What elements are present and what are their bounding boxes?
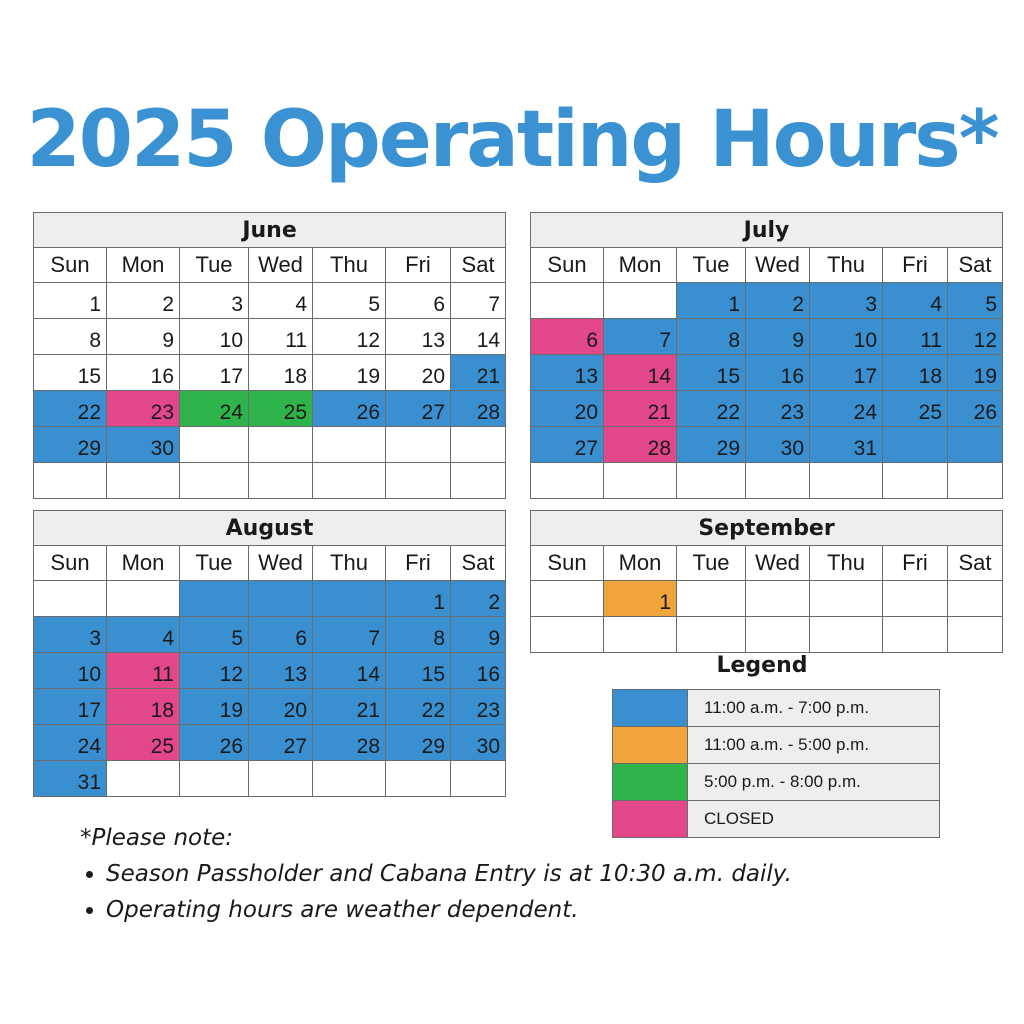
calendar-empty-cell <box>948 581 1003 617</box>
weekday-header: Sun <box>34 546 107 581</box>
calendar-day: 22 <box>34 391 107 427</box>
calendar-empty-cell <box>531 283 604 319</box>
weekday-header: Tue <box>180 546 249 581</box>
calendar-day: 10 <box>34 653 107 689</box>
weekday-header: Wed <box>249 546 313 581</box>
calendar-empty-cell <box>883 617 948 653</box>
calendar-day: 31 <box>810 427 883 463</box>
note-item: • Operating hours are weather dependent. <box>106 892 792 928</box>
notes <box>80 820 792 928</box>
calendar-day: 14 <box>451 319 506 355</box>
calendar-day: 13 <box>249 653 313 689</box>
calendar-empty-cell <box>107 581 180 617</box>
weekday-header: Fri <box>883 248 948 283</box>
calendar-empty-cell <box>883 427 948 463</box>
calendar-day: 11 <box>249 319 313 355</box>
calendar-day: 18 <box>107 689 180 725</box>
calendar-day: 16 <box>451 653 506 689</box>
weekday-header: Fri <box>883 546 948 581</box>
legend-item <box>613 727 940 764</box>
calendar-empty-cell <box>386 463 451 499</box>
calendar-day: 25 <box>883 391 948 427</box>
calendar-empty-cell <box>746 581 810 617</box>
weekday-header: Tue <box>677 546 746 581</box>
calendar-empty-cell <box>34 463 107 499</box>
weekday-header: Sun <box>531 248 604 283</box>
calendar-empty-cell <box>451 427 506 463</box>
calendar-empty-cell <box>180 427 249 463</box>
calendar-empty-cell <box>746 463 810 499</box>
calendar-empty-cell <box>313 761 386 797</box>
calendar-day: 12 <box>180 653 249 689</box>
calendar-day: 7 <box>604 319 677 355</box>
calendar-empty-cell <box>107 463 180 499</box>
calendar-day: 12 <box>313 319 386 355</box>
note-item: • Season Passholder and Cabana Entry is at 10:30 a.m. daily. <box>106 856 792 892</box>
calendar-day: 28 <box>451 391 506 427</box>
calendar-day: 5 <box>180 617 249 653</box>
calendar-day: 20 <box>249 689 313 725</box>
calendar-day: 1 <box>604 581 677 617</box>
calendar-day: 28 <box>604 427 677 463</box>
calendar-empty-cell <box>677 617 746 653</box>
page-title: 2025 Operating Hours* <box>26 95 998 185</box>
weekday-header: Sun <box>531 546 604 581</box>
calendar-day: 17 <box>34 689 107 725</box>
calendar-empty-cell <box>313 427 386 463</box>
calendar-september <box>530 510 1003 653</box>
calendar-empty-cell <box>249 581 313 617</box>
calendar-empty-cell <box>313 463 386 499</box>
calendar-empty-cell <box>249 761 313 797</box>
calendar-day: 19 <box>313 355 386 391</box>
month-title: August <box>34 511 506 546</box>
calendar-day: 30 <box>451 725 506 761</box>
calendar-day: 22 <box>677 391 746 427</box>
legend <box>612 689 940 838</box>
legend-swatch <box>613 690 688 727</box>
calendar-empty-cell <box>746 617 810 653</box>
calendar-empty-cell <box>604 463 677 499</box>
calendar-day: 26 <box>180 725 249 761</box>
weekday-header: Mon <box>604 546 677 581</box>
calendar-day: 1 <box>677 283 746 319</box>
calendar-day: 6 <box>386 283 451 319</box>
calendar-empty-cell <box>810 581 883 617</box>
calendar-day: 30 <box>746 427 810 463</box>
calendar-day: 27 <box>249 725 313 761</box>
calendar-day: 19 <box>180 689 249 725</box>
calendar-day: 28 <box>313 725 386 761</box>
calendar-empty-cell <box>883 463 948 499</box>
calendar-empty-cell <box>531 463 604 499</box>
calendar-empty-cell <box>948 617 1003 653</box>
calendar-day: 4 <box>883 283 948 319</box>
calendar-day: 6 <box>531 319 604 355</box>
weekday-header: Tue <box>180 248 249 283</box>
calendar-day: 8 <box>34 319 107 355</box>
calendar-august <box>33 510 506 797</box>
calendar-empty-cell <box>249 463 313 499</box>
calendar-day: 27 <box>531 427 604 463</box>
legend-title: Legend <box>716 653 808 678</box>
calendar-day: 7 <box>313 617 386 653</box>
calendar-day: 17 <box>180 355 249 391</box>
calendar-day: 9 <box>451 617 506 653</box>
weekday-header: Sat <box>451 248 506 283</box>
calendar-day: 18 <box>883 355 948 391</box>
weekday-header: Sat <box>451 546 506 581</box>
calendar-day: 13 <box>386 319 451 355</box>
legend-swatch <box>613 727 688 764</box>
calendar-day: 3 <box>180 283 249 319</box>
calendar-day: 4 <box>107 617 180 653</box>
legend-label: CLOSED <box>688 801 940 838</box>
calendar-empty-cell <box>313 581 386 617</box>
weekday-header: Mon <box>604 248 677 283</box>
legend-label: 5:00 p.m. - 8:00 p.m. <box>688 764 940 801</box>
calendar-day: 25 <box>107 725 180 761</box>
calendar-empty-cell <box>180 463 249 499</box>
weekday-header: Mon <box>107 248 180 283</box>
weekday-header: Wed <box>746 546 810 581</box>
calendar-day: 29 <box>677 427 746 463</box>
calendar-day: 27 <box>386 391 451 427</box>
month-title: September <box>531 511 1003 546</box>
calendar-empty-cell <box>677 581 746 617</box>
legend-label: 11:00 a.m. - 5:00 p.m. <box>688 727 940 764</box>
calendar-day: 1 <box>386 581 451 617</box>
calendar-empty-cell <box>107 761 180 797</box>
calendar-day: 11 <box>883 319 948 355</box>
calendar-day: 23 <box>451 689 506 725</box>
calendar-day: 10 <box>180 319 249 355</box>
legend-item <box>613 690 940 727</box>
calendar-day: 21 <box>313 689 386 725</box>
legend-swatch <box>613 764 688 801</box>
calendar-day: 23 <box>746 391 810 427</box>
calendar-day: 2 <box>746 283 810 319</box>
calendar-day: 18 <box>249 355 313 391</box>
calendar-day: 11 <box>107 653 180 689</box>
weekday-header: Wed <box>249 248 313 283</box>
calendar-day: 9 <box>107 319 180 355</box>
legend-label: 11:00 a.m. - 7:00 p.m. <box>688 690 940 727</box>
weekday-header: Tue <box>677 248 746 283</box>
calendar-empty-cell <box>451 463 506 499</box>
weekday-header: Thu <box>810 546 883 581</box>
calendar-day: 2 <box>451 581 506 617</box>
calendar-empty-cell <box>948 427 1003 463</box>
calendar-day: 5 <box>313 283 386 319</box>
calendar-empty-cell <box>604 283 677 319</box>
calendar-empty-cell <box>810 463 883 499</box>
weekday-header: Sat <box>948 248 1003 283</box>
calendar-day: 4 <box>249 283 313 319</box>
calendar-empty-cell <box>451 761 506 797</box>
calendar-day: 26 <box>313 391 386 427</box>
calendar-day: 9 <box>746 319 810 355</box>
calendar-day: 17 <box>810 355 883 391</box>
calendar-day: 30 <box>107 427 180 463</box>
calendar-day: 8 <box>677 319 746 355</box>
calendar-day: 6 <box>249 617 313 653</box>
calendar-empty-cell <box>531 581 604 617</box>
calendar-day: 5 <box>948 283 1003 319</box>
weekday-header: Sat <box>948 546 1003 581</box>
calendar-day: 10 <box>810 319 883 355</box>
calendar-day: 29 <box>386 725 451 761</box>
calendar-day: 14 <box>604 355 677 391</box>
calendar-day: 25 <box>249 391 313 427</box>
legend-item <box>613 764 940 801</box>
weekday-header: Wed <box>746 248 810 283</box>
calendar-day: 15 <box>386 653 451 689</box>
calendar-day: 20 <box>531 391 604 427</box>
month-title: July <box>531 213 1003 248</box>
calendar-empty-cell <box>386 761 451 797</box>
calendar-day: 14 <box>313 653 386 689</box>
calendar-july <box>530 212 1003 499</box>
calendar-day: 19 <box>948 355 1003 391</box>
weekday-header: Mon <box>107 546 180 581</box>
weekday-header: Thu <box>313 546 386 581</box>
calendar-day: 3 <box>810 283 883 319</box>
calendar-day: 20 <box>386 355 451 391</box>
calendar-day: 24 <box>34 725 107 761</box>
calendar-day: 2 <box>107 283 180 319</box>
calendar-day: 24 <box>810 391 883 427</box>
notes-heading: *Please note: <box>80 825 234 851</box>
weekday-header: Fri <box>386 248 451 283</box>
calendar-day: 21 <box>451 355 506 391</box>
calendar-day: 15 <box>34 355 107 391</box>
calendar-empty-cell <box>604 617 677 653</box>
calendar-empty-cell <box>34 581 107 617</box>
calendar-empty-cell <box>883 581 948 617</box>
weekday-header: Fri <box>386 546 451 581</box>
calendar-day: 16 <box>746 355 810 391</box>
calendar-day: 7 <box>451 283 506 319</box>
calendar-day: 13 <box>531 355 604 391</box>
calendar-day: 31 <box>34 761 107 797</box>
weekday-header: Thu <box>810 248 883 283</box>
weekday-header: Sun <box>34 248 107 283</box>
calendar-day: 8 <box>386 617 451 653</box>
calendar-day: 26 <box>948 391 1003 427</box>
calendar-empty-cell <box>386 427 451 463</box>
weekday-header: Thu <box>313 248 386 283</box>
calendar-empty-cell <box>249 427 313 463</box>
calendar-empty-cell <box>948 463 1003 499</box>
calendar-day: 29 <box>34 427 107 463</box>
calendar-empty-cell <box>180 581 249 617</box>
notes-list <box>80 856 792 928</box>
calendar-june <box>33 212 506 499</box>
calendar-day: 24 <box>180 391 249 427</box>
calendar-day: 23 <box>107 391 180 427</box>
calendar-empty-cell <box>677 463 746 499</box>
calendar-empty-cell <box>810 617 883 653</box>
calendar-day: 12 <box>948 319 1003 355</box>
calendar-empty-cell <box>180 761 249 797</box>
calendar-day: 15 <box>677 355 746 391</box>
calendar-day: 3 <box>34 617 107 653</box>
calendar-empty-cell <box>531 617 604 653</box>
month-title: June <box>34 213 506 248</box>
calendar-day: 22 <box>386 689 451 725</box>
calendar-day: 21 <box>604 391 677 427</box>
calendar-day: 1 <box>34 283 107 319</box>
calendar-day: 16 <box>107 355 180 391</box>
